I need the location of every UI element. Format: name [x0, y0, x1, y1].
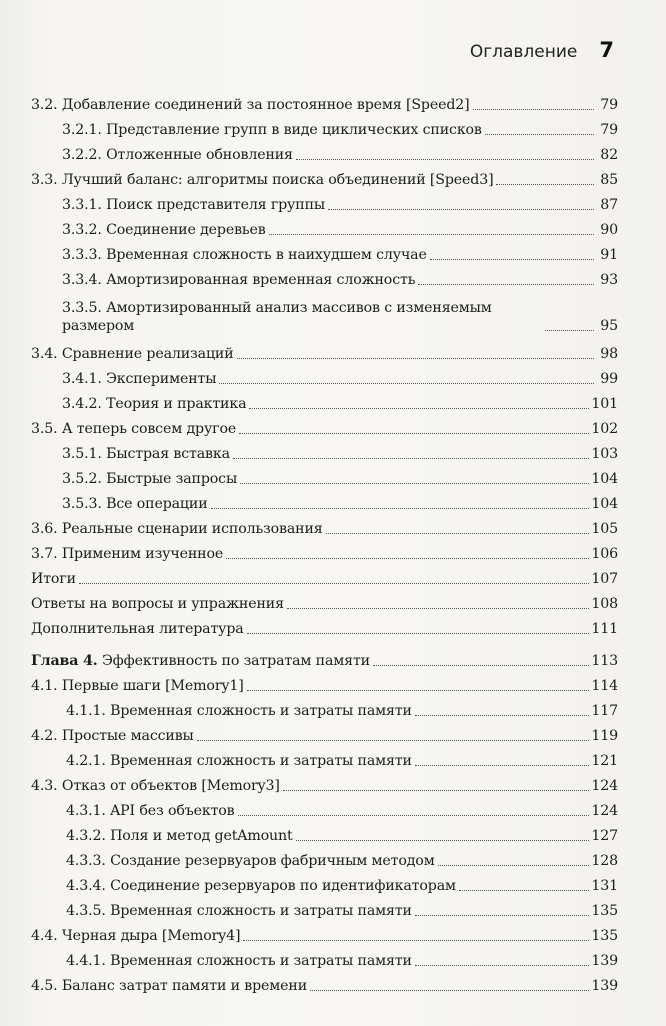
toc-entry: 4.1. Первые шаги [Memory1] 114 [31, 678, 618, 694]
toc-entry: 4.4.1. Временная сложность и затраты памяти 139 [66, 953, 618, 969]
leader-dots [239, 433, 589, 434]
leader-dots [415, 765, 590, 766]
toc-chapter-entry: Глава 4. Эффективность по затратам памяти 113 [31, 653, 618, 669]
leader-dots [438, 865, 590, 866]
leader-dots [473, 109, 594, 110]
leader-dots [238, 815, 590, 816]
header-title: Оглавление [469, 42, 578, 62]
toc-entry: 3.3.4. Амортизированная временная сложность 93 [62, 272, 618, 288]
toc-entry: 3.3.5. Амортизированный анализ массивов с изменяемым размером 95 [62, 300, 618, 334]
toc-entry: 3.6. Реальные сценарии использования 105 [31, 521, 618, 537]
toc-entry: 3.2. Добавление соединений за постоянное время [Speed2] 79 [31, 97, 618, 113]
leader-dots [79, 583, 589, 584]
leader-dots [415, 915, 590, 916]
toc-entry: 4.4. Черная дыра [Memory4] 135 [31, 928, 618, 944]
toc-entry: Дополнительная литература 111 [31, 621, 618, 637]
toc-entry: 4.3.4. Соединение резервуаров по идентификаторам 131 [66, 878, 618, 894]
leader-dots [240, 483, 589, 484]
toc-entry: 4.3.1. API без объектов 124 [66, 803, 618, 819]
leader-dots [197, 740, 590, 741]
leader-dots [296, 159, 594, 160]
toc-entry: 4.3.2. Поля и метод getAmount 127 [66, 828, 618, 844]
toc-entry: 3.5.2. Быстрые запросы 104 [62, 471, 618, 487]
toc-entry: 4.3.3. Создание резервуаров фабричным методом 128 [66, 853, 618, 869]
leader-dots [249, 408, 589, 409]
leader-dots [485, 134, 594, 135]
toc-entry: 4.2. Простые массивы 119 [31, 728, 618, 744]
toc-entry: 3.3. Лучший баланс: алгоритмы поиска объединений [Speed3] 85 [31, 172, 618, 188]
leader-dots [296, 840, 590, 841]
leader-dots [430, 259, 594, 260]
leader-dots [247, 690, 590, 691]
toc-entry: 3.4.2. Теория и практика 101 [62, 396, 618, 412]
leader-dots [211, 508, 590, 509]
toc-entry: 4.3.5. Временная сложность и затраты памяти 135 [66, 903, 618, 919]
toc-entry: 4.1.1. Временная сложность и затраты памяти 117 [66, 703, 618, 719]
toc-entry: 4.2.1. Временная сложность и затраты памяти 121 [66, 753, 618, 769]
toc-entry: 3.5. А теперь совсем другое 102 [31, 421, 618, 437]
leader-dots [226, 558, 589, 559]
leader-dots [328, 209, 594, 210]
leader-dots [287, 608, 589, 609]
toc-entry: 4.5. Баланс затрат памяти и времени 139 [31, 978, 618, 994]
toc-entry: 3.3.2. Соединение деревьев 90 [62, 222, 618, 238]
leader-dots [310, 990, 589, 991]
leader-dots [415, 965, 590, 966]
leader-dots [326, 533, 590, 534]
leader-dots [243, 940, 589, 941]
leader-dots [237, 358, 594, 359]
leader-dots [269, 234, 594, 235]
leader-dots [496, 184, 594, 185]
toc-entry: 3.5.3. Все операции 104 [62, 496, 618, 512]
toc-entry: 3.4.1. Эксперименты 99 [62, 371, 618, 387]
toc-entry: 3.3.3. Временная сложность в наихудшем случае 91 [62, 247, 618, 263]
toc-entry: 3.3.1. Поиск представителя группы 87 [62, 197, 618, 213]
running-header [470, 38, 614, 62]
toc-entry: 3.7. Применим изученное 106 [31, 546, 618, 562]
toc-entry: Ответы на вопросы и упражнения 108 [31, 596, 618, 612]
leader-dots [415, 715, 590, 716]
chapter-number: Глава 4. [31, 653, 98, 669]
toc-entry: 3.2.2. Отложенные обновления 82 [62, 147, 618, 163]
leader-dots [459, 890, 589, 891]
leader-dots [373, 665, 589, 666]
leader-dots [233, 458, 589, 459]
toc-entry: 4.3. Отказ от объектов [Memory3] 124 [31, 778, 618, 794]
leader-dots [545, 330, 594, 331]
leader-dots [418, 284, 594, 285]
leader-dots [219, 383, 594, 384]
leader-dots [283, 790, 590, 791]
toc-entry: 3.4. Сравнение реализаций 98 [31, 346, 618, 362]
leader-dots [247, 633, 590, 634]
toc-entry: 3.5.1. Быстрая вставка 103 [62, 446, 618, 462]
toc-entry: 3.2.1. Представление групп в виде циклических списков 79 [62, 122, 618, 138]
header-page-number: 7 [599, 38, 614, 62]
toc-entry: Итоги 107 [31, 571, 618, 587]
